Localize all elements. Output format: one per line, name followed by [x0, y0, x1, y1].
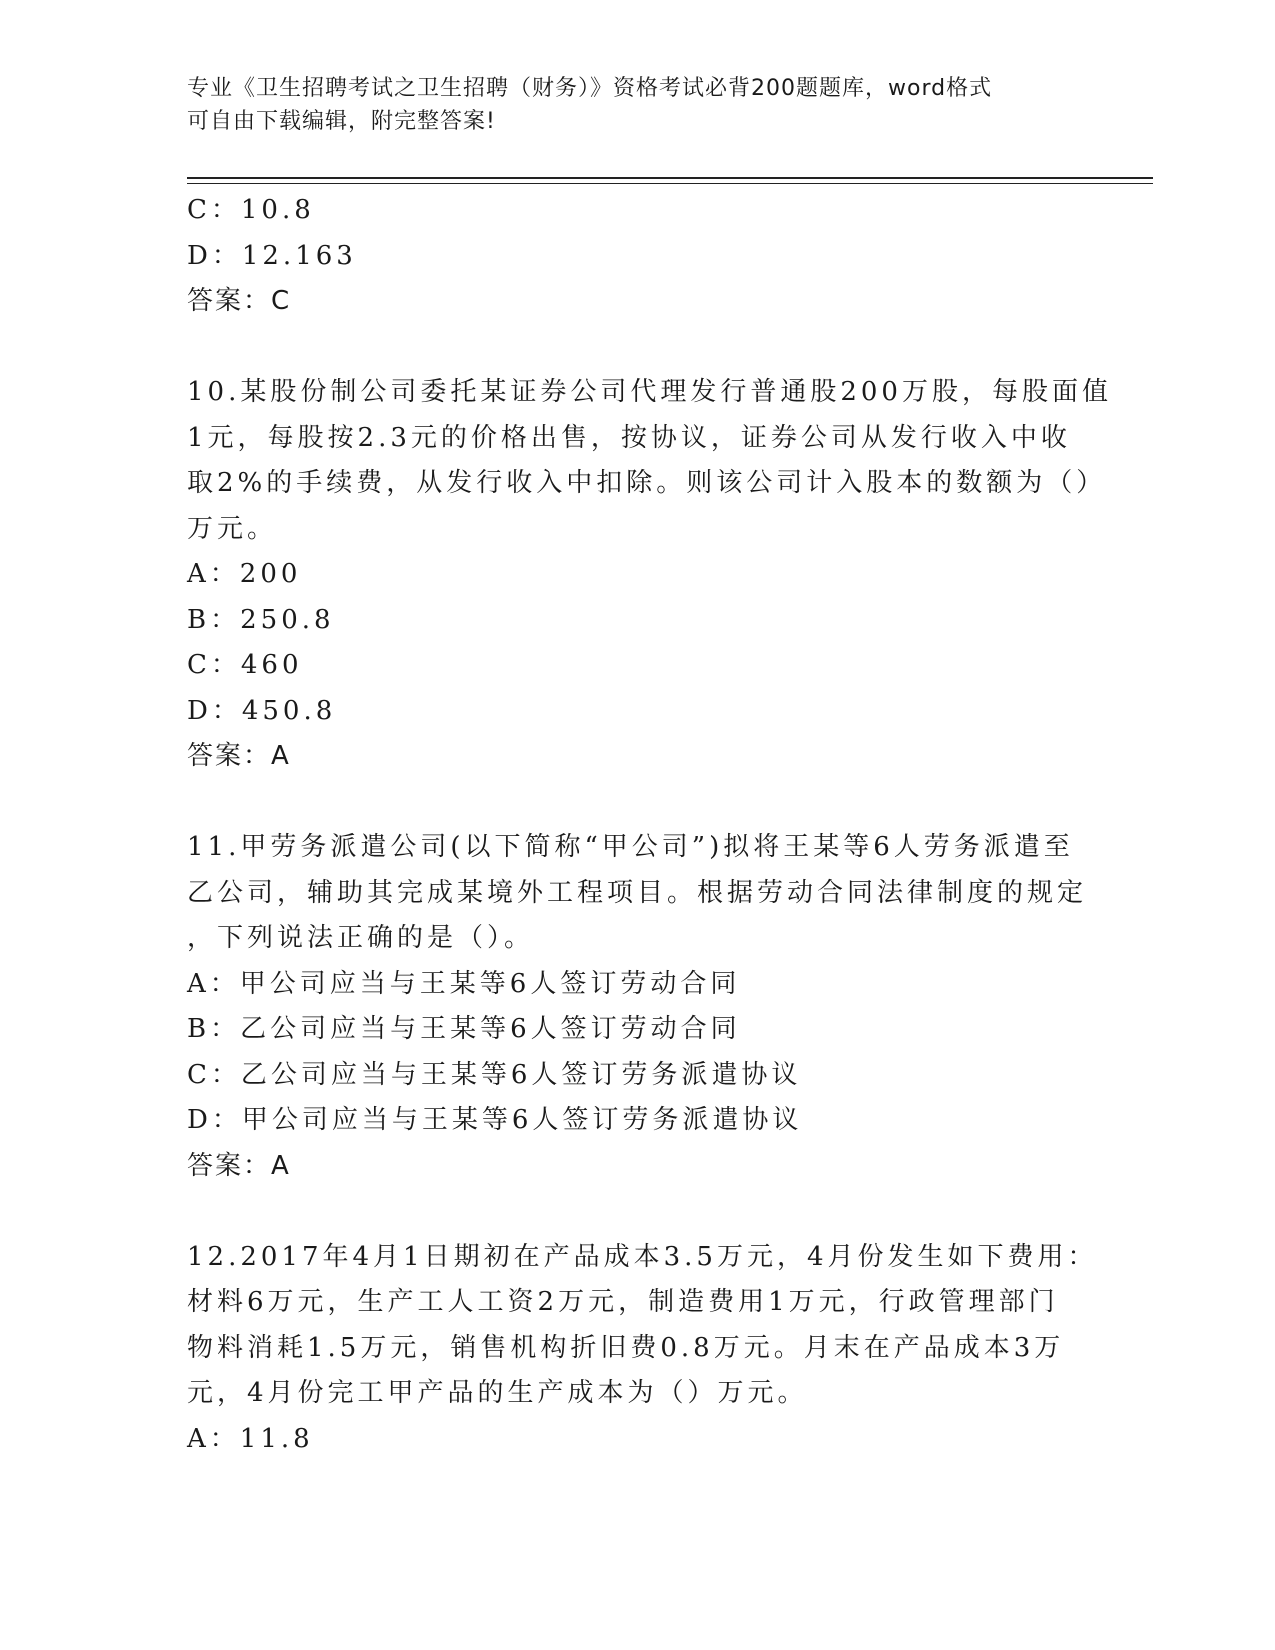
question-11 [187, 825, 1087, 1189]
question-stem-line: 10.某股份制公司委托某证券公司代理发行普通股200万股，每股面值 [187, 377, 1112, 407]
header-divider-thin [187, 183, 1153, 184]
page-header [187, 72, 1087, 138]
question-stem-line: 物料消耗1.5万元，销售机构折旧费0.8万元。月末在产品成本3万 [187, 1332, 1065, 1363]
question-stem-line: 万元。 [187, 513, 278, 544]
question-stem-line: 元，4月份完工甲产品的生产成本为（）万元。 [187, 1378, 808, 1408]
option-b: B：250.8 [187, 604, 335, 635]
spacer [187, 1189, 1087, 1235]
document-body [187, 188, 1112, 1462]
question-stem-line: 1元，每股按2.3元的价格出售，按协议，证券公司从发行收入中收 [187, 422, 1071, 453]
question-12 [187, 1235, 1098, 1463]
option-c: C：10.8 [187, 195, 315, 225]
question-stem-line: 取2%的手续费，从发行收入中扣除。则该公司计入股本的数额为（） [187, 468, 1107, 498]
answer-line: 答案：A [187, 1150, 291, 1181]
header-title-line-1: 专业《卫生招聘考试之卫生招聘（财务）》资格考试必背200题题库，word格式 [187, 76, 993, 101]
option-a: A：甲公司应当与王某等6人签订劳动合同 [187, 968, 741, 999]
option-d: D：450.8 [187, 695, 337, 726]
question-stem-line: 乙公司，辅助其完成某境外工程项目。根据劳动合同法律制度的规定 [187, 877, 1088, 908]
spacer [187, 780, 1087, 826]
answer-line: 答案：C [187, 286, 292, 316]
option-c: C：乙公司应当与王某等6人签订劳务派遣协议 [187, 1059, 802, 1090]
question-stem-line: 11.甲劳务派遣公司(以下简称“甲公司”)拟将王某等6人劳务派遣至 [187, 832, 1074, 862]
option-b: B：乙公司应当与王某等6人签订劳动合同 [187, 1014, 741, 1044]
answer-line: 答案：A [187, 741, 291, 771]
option-d: D：12.163 [187, 240, 357, 271]
question-stem-line: ，下列说法正确的是（）。 [187, 923, 535, 953]
option-d: D：甲公司应当与王某等6人签订劳务派遣协议 [187, 1105, 803, 1135]
option-a: A：200 [187, 559, 302, 589]
option-a: A：11.8 [187, 1423, 314, 1454]
header-title-line-2: 可自由下载编辑，附完整答案! [187, 109, 496, 134]
option-c: C：460 [187, 650, 303, 680]
question-stem-line: 材料6万元，生产工人工资2万元，制造费用1万元，行政管理部门 [187, 1287, 1059, 1317]
question-9-tail [187, 188, 1087, 325]
question-stem-line: 12.2017年4月1日期初在产品成本3.5万元，4月份发生如下费用： [187, 1241, 1098, 1272]
header-divider-thick [187, 177, 1153, 179]
spacer [187, 325, 1087, 371]
question-10 [187, 370, 1112, 780]
